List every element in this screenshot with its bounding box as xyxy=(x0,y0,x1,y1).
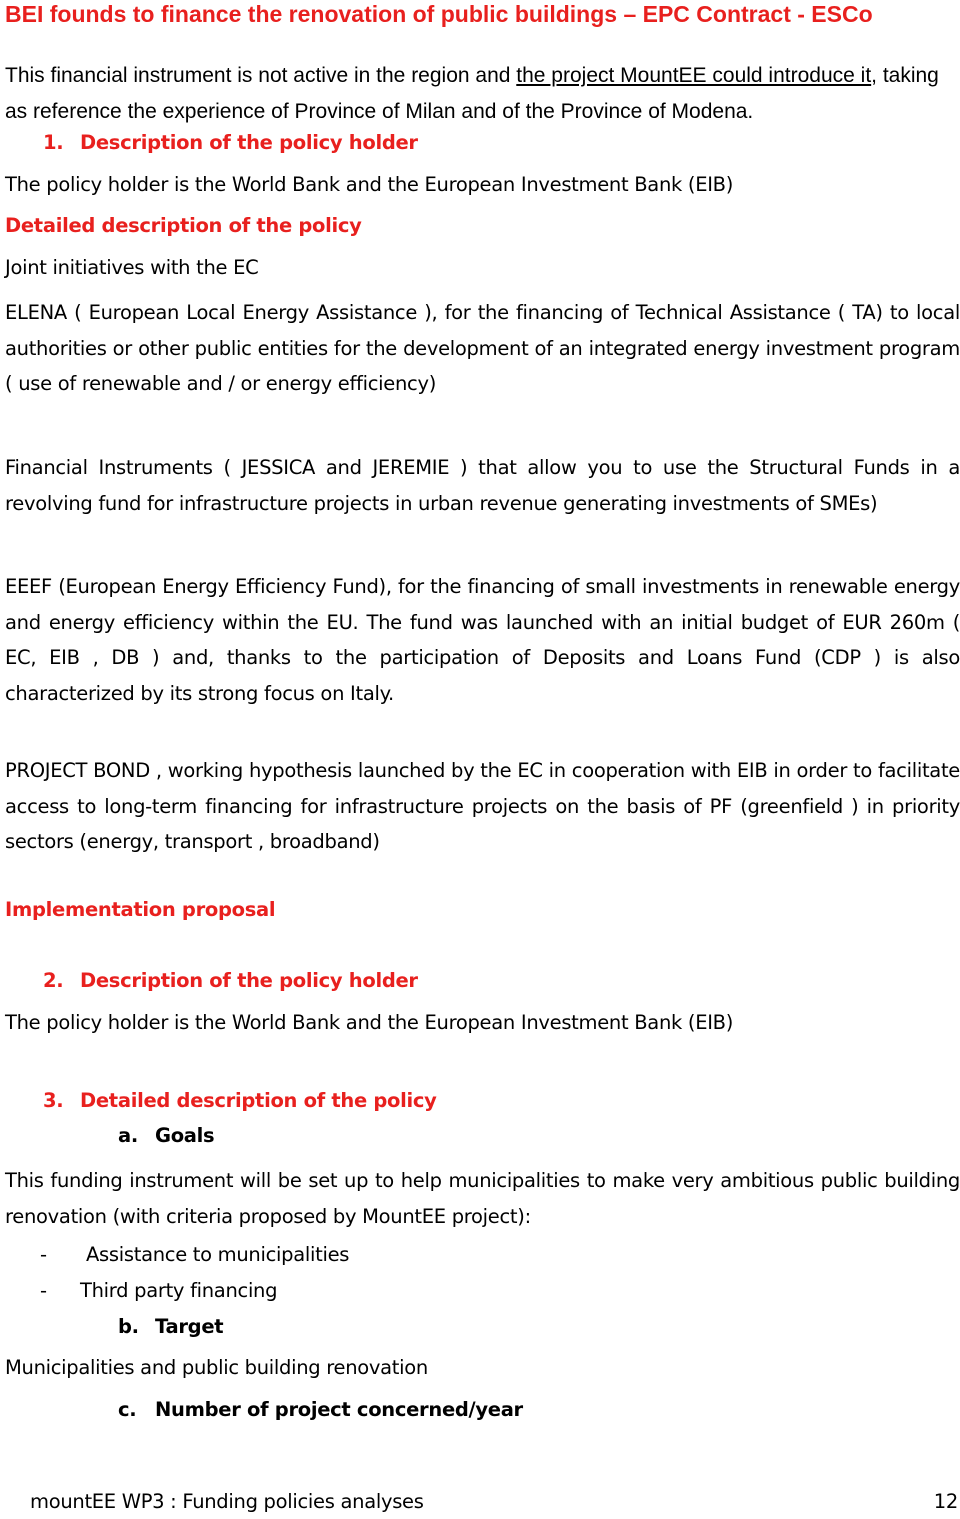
sub-b-label: Target xyxy=(155,1315,224,1338)
intro-paragraph xyxy=(5,58,957,129)
jessica-paragraph: Financial Instruments ( JESSICA and JEREMIE ) that allow you to use the Structural Funds in a revolving fund for infrastructure projects in urban revenue generating investments of SMEs) xyxy=(5,456,960,515)
bullet-dash: - xyxy=(40,1243,47,1266)
eeef-paragraph: EEEF (European Energy Efficiency Fund), for the financing of small investments in renewable energy and energy efficiency within the EU. The fund was launched with an initial budget of EUR 260m ( EC, EIB , DB ) and, thanks to the participation of Deposits and Loans Fund (CDP ) is also characterized by its strong focus on Italy. xyxy=(5,575,960,705)
implementation-heading: Implementation proposal xyxy=(5,898,276,921)
section-3-number: 3. xyxy=(43,1089,64,1112)
page-number: 12 xyxy=(933,1490,958,1513)
bullet-text: Third party financing xyxy=(80,1279,278,1302)
footer-title: mountEE WP3 : Funding policies analyses xyxy=(30,1490,424,1513)
bullet-text: Assistance to municipalities xyxy=(86,1243,350,1266)
policy-holder-text-1: The policy holder is the World Bank and the European Investment Bank (EIB) xyxy=(5,173,734,196)
sub-c-letter: c. xyxy=(118,1398,137,1421)
bullet-dash: - xyxy=(40,1279,47,1302)
project-bond-paragraph: PROJECT BOND , working hypothesis launched by the EC in cooperation with EIB in order to facilitate access to long-term financing for infrastructure projects on the basis of PF (greenfield ) in priority sectors (energy, transport , broadband) xyxy=(5,759,960,853)
goals-paragraph: This funding instrument will be set up to help municipalities to make very ambitious public building renovation (with criteria proposed by MountEE project): xyxy=(5,1169,960,1228)
policy-holder-text-2: The policy holder is the World Bank and the European Investment Bank (EIB) xyxy=(5,1011,734,1034)
section-2-number: 2. xyxy=(43,969,64,992)
elena-paragraph: ELENA ( European Local Energy Assistance ), for the financing of Technical Assistance ( TA) to local authorities or other public entities for the development of an integrated energy investment program ( use of renewable and / or energy efficiency) xyxy=(5,301,960,395)
page-title: BEI founds to finance the renovation of public buildings – EPC Contract - ESCo xyxy=(5,1,873,27)
section-1-heading: Description of the policy holder xyxy=(80,131,418,154)
intro-text-after: , taking as reference the experience of Province of Milan and of the Province of Modena. xyxy=(5,64,939,123)
joint-initiatives-text: Joint initiatives with the EC xyxy=(5,256,259,279)
section-2-heading: Description of the policy holder xyxy=(80,969,418,992)
detailed-description-heading: Detailed description of the policy xyxy=(5,214,362,237)
intro-link[interactable]: the project MountEE could introduce it xyxy=(516,64,872,87)
intro-text-before: This financial instrument is not active in the region and xyxy=(5,64,517,87)
sub-a-letter: a. xyxy=(118,1124,138,1147)
sub-a-label: Goals xyxy=(155,1124,215,1147)
section-3-heading: Detailed description of the policy xyxy=(80,1089,437,1112)
section-1-number: 1. xyxy=(43,131,64,154)
sub-b-letter: b. xyxy=(118,1315,139,1338)
target-text: Municipalities and public building renovation xyxy=(5,1356,428,1379)
sub-c-label: Number of project concerned/year xyxy=(155,1398,523,1421)
